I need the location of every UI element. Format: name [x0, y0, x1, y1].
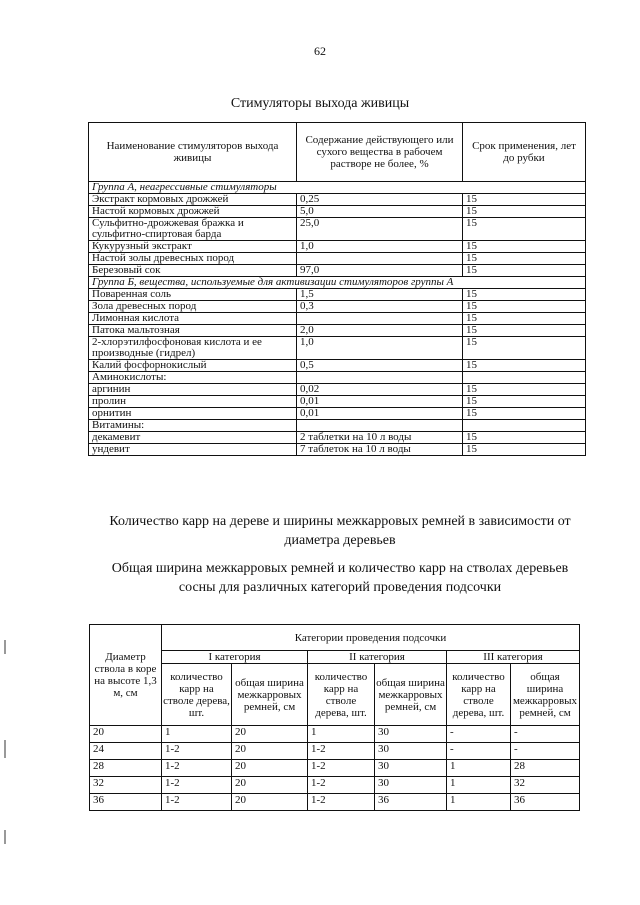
content-value: 0,02 — [297, 384, 463, 396]
cat2-width: 30 — [375, 726, 447, 743]
table-row — [89, 360, 586, 372]
stimulator-name: ундевит — [89, 444, 297, 456]
cat3-width: - — [511, 726, 580, 743]
table-row — [89, 301, 586, 313]
cat1-count: 1-2 — [162, 777, 232, 794]
cat1-width: 20 — [232, 777, 308, 794]
table-row — [90, 726, 580, 743]
width-header: общая ширина межкарровых ремней, см — [375, 664, 447, 726]
table-row — [89, 384, 586, 396]
content-value — [297, 372, 463, 384]
term-value: 15 — [463, 241, 586, 253]
content-value: 0,25 — [297, 194, 463, 206]
table-row — [89, 337, 586, 360]
cat2-width: 36 — [375, 794, 447, 811]
content-value: 0,5 — [297, 360, 463, 372]
stimulator-name: Березовый сок — [89, 265, 297, 277]
cat2-count: 1-2 — [308, 760, 375, 777]
cat1-width: 20 — [232, 794, 308, 811]
cat2-width: 30 — [375, 743, 447, 760]
cat1-count: 1-2 — [162, 760, 232, 777]
cat1-width: 20 — [232, 760, 308, 777]
cat2-count: 1-2 — [308, 794, 375, 811]
col-header-name: Наименование стимуляторов выхода живицы — [89, 123, 297, 182]
content-value: 0,3 — [297, 301, 463, 313]
table-row — [89, 396, 586, 408]
table-row — [89, 194, 586, 206]
table-row — [89, 372, 586, 384]
cat3-count: - — [447, 726, 511, 743]
stimulator-name: Витамины: — [89, 420, 297, 432]
cat2-count: 1-2 — [308, 777, 375, 794]
stimulator-name: Патока мальтозная — [89, 325, 297, 337]
term-value: 15 — [463, 408, 586, 420]
group-row — [89, 182, 586, 194]
content-value: 2 таблетки на 10 л воды — [297, 432, 463, 444]
content-value: 5,0 — [297, 206, 463, 218]
table-row — [89, 206, 586, 218]
content-value: 2,0 — [297, 325, 463, 337]
table-row — [89, 432, 586, 444]
cat3-width: 36 — [511, 794, 580, 811]
table-row — [89, 241, 586, 253]
term-value: 15 — [463, 360, 586, 372]
cat2-width: 30 — [375, 777, 447, 794]
page-number: 62 — [314, 44, 326, 58]
table-row — [90, 760, 580, 777]
table-row — [89, 218, 586, 241]
stimulator-name: орнитин — [89, 408, 297, 420]
term-value: 15 — [463, 265, 586, 277]
table-row — [89, 265, 586, 277]
term-value: 15 — [463, 289, 586, 301]
stimulator-name: Настой золы древесных пород — [89, 253, 297, 265]
content-value: 97,0 — [297, 265, 463, 277]
cat3-width: 32 — [511, 777, 580, 794]
table-row — [90, 743, 580, 760]
cat3-count: 1 — [447, 777, 511, 794]
diameter-cell: 20 — [90, 726, 162, 743]
table-row — [89, 408, 586, 420]
stimulator-name: Калий фосфорнокислый — [89, 360, 297, 372]
stimulator-name: Поваренная соль — [89, 289, 297, 301]
section-heading: Количество карр на дереве и ширины межкарровых ремней в зависимости от диаметра деревьев — [109, 514, 571, 548]
stimulator-name: Настой кормовых дрожжей — [89, 206, 297, 218]
stimulator-name: Аминокислоты: — [89, 372, 297, 384]
cat2-width: 30 — [375, 760, 447, 777]
cat1-width: 20 — [232, 726, 308, 743]
table-row — [89, 313, 586, 325]
diameter-cell: 24 — [90, 743, 162, 760]
width-header: общая ширина межкарровых ремней, см — [232, 664, 308, 726]
table-row — [90, 777, 580, 794]
table-row — [89, 420, 586, 432]
category-2-header: II категория — [308, 651, 447, 664]
col-header-content: Содержание действующего или сухого вещества в рабочем растворе не более, % — [297, 123, 463, 182]
stimulator-name: Кукурузный экстракт — [89, 241, 297, 253]
stimulator-name: аргинин — [89, 384, 297, 396]
term-value: 15 — [463, 432, 586, 444]
table2-title: Общая ширина межкарровых ремней и количество карр на стволах деревьев сосны для различных категорий проведения подсочки — [111, 561, 569, 595]
category-3-header: III категория — [447, 651, 580, 664]
stimulator-name: декамевит — [89, 432, 297, 444]
cat3-width: 28 — [511, 760, 580, 777]
margin-mark — [4, 640, 6, 654]
table-row — [90, 794, 580, 811]
stimulators-table — [88, 122, 586, 456]
stimulator-name: Сульфитно-дрожжевая бражка и сульфитно-спиртовая барда — [89, 218, 297, 241]
stimulator-name: Лимонная кислота — [89, 313, 297, 325]
term-value — [463, 420, 586, 432]
content-value — [297, 420, 463, 432]
col-header-term: Срок применения, лет до рубки — [463, 123, 586, 182]
cat2-count: 1-2 — [308, 743, 375, 760]
diameter-cell: 36 — [90, 794, 162, 811]
margin-mark — [4, 830, 6, 844]
diameter-cell: 28 — [90, 760, 162, 777]
term-value: 15 — [463, 337, 586, 360]
term-value: 15 — [463, 206, 586, 218]
term-value: 15 — [463, 444, 586, 456]
category-1-header: I категория — [162, 651, 308, 664]
margin-mark — [4, 740, 6, 758]
content-value: 1,0 — [297, 241, 463, 253]
table1-title: Стимуляторы выхода живицы — [230, 96, 410, 111]
width-header: общая ширина межкарровых ремней, см — [511, 664, 580, 726]
stimulator-name: Зола древесных пород — [89, 301, 297, 313]
count-header: количество карр на стволе дерева, шт. — [308, 664, 375, 726]
term-value: 15 — [463, 253, 586, 265]
categories-header: Категории проведения подсочки — [162, 625, 580, 651]
term-value: 15 — [463, 218, 586, 241]
count-header: количество карр на стволе дерева, шт. — [447, 664, 511, 726]
stimulator-name: пролин — [89, 396, 297, 408]
diameter-header: Диаметр ствола в коре на высоте 1,3 м, см — [90, 625, 162, 726]
table-row — [89, 289, 586, 301]
stimulator-name: 2-хлорэтилфосфоновая кислота и ее производные (гидрел) — [89, 337, 297, 360]
term-value: 15 — [463, 301, 586, 313]
cat3-count: 1 — [447, 794, 511, 811]
group-label: Группа А, неагрессивные стимуляторы — [89, 182, 586, 194]
cat2-count: 1 — [308, 726, 375, 743]
term-value: 15 — [463, 313, 586, 325]
stimulator-name: Экстракт кормовых дрожжей — [89, 194, 297, 206]
cat1-count: 1-2 — [162, 794, 232, 811]
content-value: 0,01 — [297, 408, 463, 420]
content-value — [297, 253, 463, 265]
diameter-cell: 32 — [90, 777, 162, 794]
table-row — [89, 325, 586, 337]
tapping-table-body — [90, 726, 580, 811]
group-row — [89, 277, 586, 289]
content-value — [297, 313, 463, 325]
content-value: 0,01 — [297, 396, 463, 408]
count-header: количество карр на стволе дерева, шт. — [162, 664, 232, 726]
term-value: 15 — [463, 384, 586, 396]
cat1-count: 1-2 — [162, 743, 232, 760]
term-value — [463, 372, 586, 384]
cat3-count: - — [447, 743, 511, 760]
table-row — [89, 253, 586, 265]
stimulators-table-body — [89, 182, 586, 456]
content-value: 1,0 — [297, 337, 463, 360]
cat3-count: 1 — [447, 760, 511, 777]
cat1-count: 1 — [162, 726, 232, 743]
term-value: 15 — [463, 396, 586, 408]
term-value: 15 — [463, 194, 586, 206]
content-value: 7 таблеток на 10 л воды — [297, 444, 463, 456]
tapping-categories-table — [89, 624, 580, 811]
content-value: 25,0 — [297, 218, 463, 241]
table-row — [89, 444, 586, 456]
cat1-width: 20 — [232, 743, 308, 760]
content-value: 1,5 — [297, 289, 463, 301]
term-value: 15 — [463, 325, 586, 337]
cat3-width: - — [511, 743, 580, 760]
group-label: Группа Б, вещества, используемые для активизации стимуляторов группы А — [89, 277, 586, 289]
